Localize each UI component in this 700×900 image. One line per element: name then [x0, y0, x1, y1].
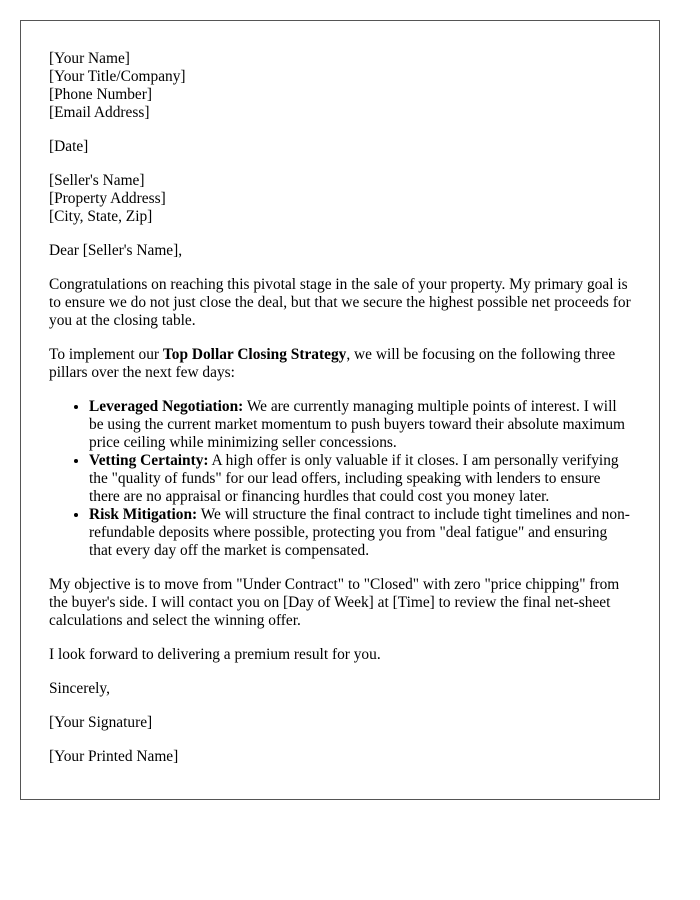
salutation: Dear [Seller's Name], [49, 242, 183, 259]
list-item [89, 452, 631, 506]
pillars-list [49, 398, 631, 560]
pillar-title: Leveraged Negotiation: [89, 398, 244, 415]
pillar-text: We are currently managing multiple points of interest. I will be using the current market momentum to push buyers toward their absolute maximum price ceiling while minimizing seller concessions. [89, 398, 625, 451]
pillar-text: We will structure the final contract to include tight timelines and non-refundable deposits where possible, protecting you from "deal fatigue" and ensuring that every day off the market is compensated. [89, 506, 630, 559]
sender-block [49, 50, 631, 122]
pillar-text: A high offer is only valuable if it closes. I am personally verifying the "quality of funds" for our lead offers, including speaking with lenders to ensure there are no appraisal or financing hurdles that could cost you money later. [89, 452, 619, 505]
recipient-city-state-zip: [City, State, Zip] [49, 208, 153, 225]
paragraph-intro: Congratulations on reaching this pivotal stage in the sale of your property. My primary goal is to ensure we do not just close the deal, but that we secure the highest possible net proceeds for you at the closing table. [49, 276, 631, 329]
recipient-address: [Property Address] [49, 190, 166, 207]
letter [20, 20, 660, 800]
paragraph-objective: My objective is to move from "Under Contract" to "Closed" with zero "price chipping" from the buyer's side. I will contact you on [Day of Week] at [Time] to review the final net-sheet calculations and select the winning offer. [49, 576, 620, 629]
strategy-name: Top Dollar Closing Strategy [162, 346, 347, 363]
paragraph-closing-remark: I look forward to delivering a premium result for you. [49, 646, 381, 663]
recipient-block [49, 172, 631, 226]
date-block [49, 138, 631, 156]
recipient-name: [Seller's Name] [49, 172, 145, 189]
sender-email: [Email Address] [49, 104, 150, 121]
sender-phone: [Phone Number] [49, 86, 153, 103]
paragraph-strategy [49, 346, 631, 382]
list-item [89, 506, 631, 560]
sender-name: [Your Name] [49, 50, 130, 67]
pillar-title: Risk Mitigation: [89, 506, 198, 523]
strategy-lead-text: To implement our [49, 346, 163, 363]
letter-date: [Date] [49, 138, 89, 155]
printed-name: [Your Printed Name] [49, 748, 179, 765]
sender-title-company: [Your Title/Company] [49, 68, 186, 85]
list-item [89, 398, 631, 452]
strategy-trail-text: , we will be focusing on the following three pillars over the next few days: [49, 346, 616, 381]
signature: [Your Signature] [49, 714, 153, 731]
closing: Sincerely, [49, 680, 110, 697]
pillar-title: Vetting Certainty: [89, 452, 209, 469]
